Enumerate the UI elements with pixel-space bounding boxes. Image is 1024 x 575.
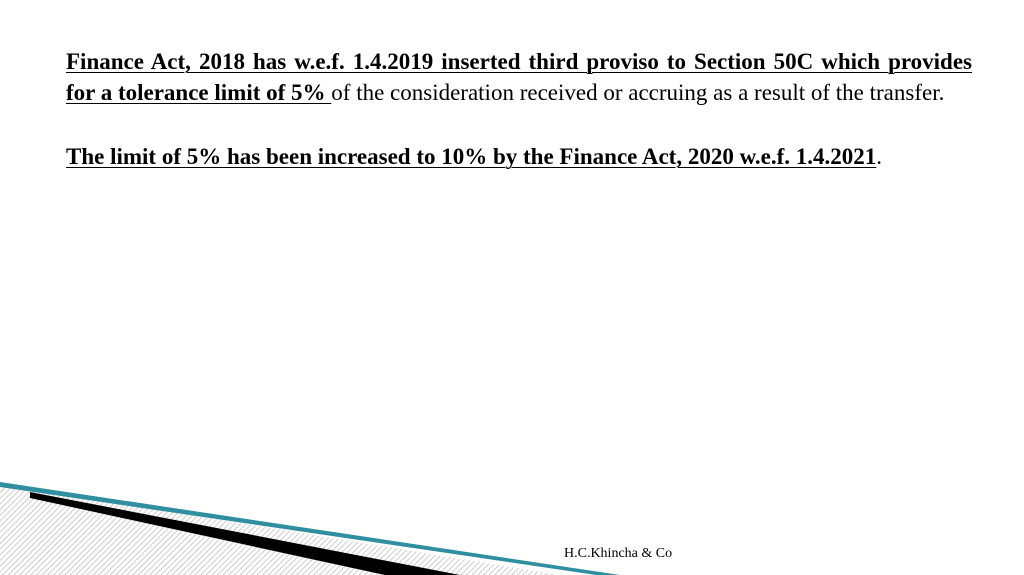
paragraph-2-emphasis: The limit of 5% has been increased to 10% by the Finance Act, 2020 w.e.f. 1.4.2021 (66, 144, 877, 169)
paragraph-1-emphasis: Finance Act, 2018 has w.e.f. 1.4.2019 inserted third proviso to Section 50C which provides for a tolerance limit of 5% (66, 49, 972, 105)
paragraph-1-text: of the consideration received or accruing as a result of the transfer. (331, 80, 945, 105)
footer-firm-name: H.C.Khincha & Co (564, 546, 673, 561)
paragraph-2-text: . (876, 144, 883, 169)
